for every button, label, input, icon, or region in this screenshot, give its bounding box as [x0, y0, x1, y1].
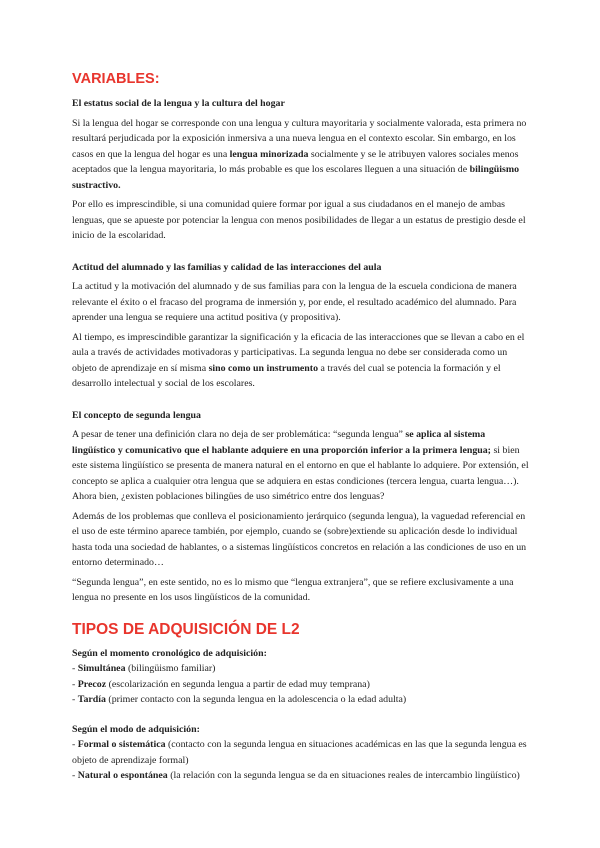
- document-page: [72, 70, 530, 784]
- list-item: - Formal o sistemática (contacto con la segunda lengua en situaciones académicas en las que la segunda lengua es objeto de aprendizaje formal): [72, 739, 527, 766]
- paragraph-actitud-1: La actitud y la motivación del alumnado y de sus familias para con la lengua de la escuela condiciona de manera relevante el éxito o el fracaso del programa de inmersión y, por ende, el resultado académico del alumnado. Para aprender una lengua se requiere una actitud positiva (y propositiva).: [72, 281, 517, 323]
- section-title-segunda-lengua: El concepto de segunda lengua: [72, 409, 201, 421]
- list-item: - Simultánea (bilingüismo familiar): [72, 663, 216, 674]
- list-title-cronologico: Según el momento cronológico de adquisición:: [72, 647, 267, 659]
- highlight-instrumento: sino como un instrumento: [208, 362, 319, 374]
- paragraph-actitud-2: Al tiempo, es imprescindible garantizar la significación y la eficacia de las interacciones que se llevan a cabo en el aula a través de actividades motivadoras y participativas. La segunda lengua no debe ser considerada como un objeto de aprendizaje en sí misma sino como un instrumento a través del cual se potencia la formación y el desarrollo intelectual y social de los escolares.: [72, 331, 525, 389]
- list-item: - Tardía (primer contacto con la segunda lengua en la adolescencia o la edad adulta): [72, 694, 407, 705]
- list-item: - Precoz (escolarización en segunda lengua a partir de edad muy temprana): [72, 678, 370, 690]
- section-title-actitud: Actitud del alumnado y las familias y calidad de las interacciones del aula: [72, 261, 382, 273]
- highlight-bilinguismo-sustractivo: bilingüismo sustractivo.: [72, 164, 520, 191]
- tipos-heading: TIPOS DE ADQUISICIÓN DE L2: [72, 620, 300, 638]
- paragraph-estatus-2: Por ello es imprescindible, si una comunidad quiere formar por igual a sus ciudadanos en el manejo de ambas lenguas, que se apueste por potenciar la lengua con menos posibilidades de llegar a un estatus de prestigio desde el inicio de la escolaridad.: [72, 199, 526, 241]
- paragraph-estatus-1: Si la lengua del hogar se corresponde con una lengua y cultura mayoritaria y socialmente valorada, esta primera no resultará perjudicada por la exposición inmersiva a una nueva lengua en el contexto escolar. Sin embargo, en los casos en que la lengua del hogar es una lengua minorizada socialmente y se le atribuyen valores sociales menos aceptados que la lengua mayoritaria, lo más probable es que los escolares lleguen a una situación de bilingüismo sustractivo.: [72, 117, 527, 191]
- highlight-lengua-minorizada: lengua minorizada: [229, 148, 309, 160]
- list-item: - Natural o espontánea (la relación con la segunda lengua se da en situaciones reales de intercambio lingüístico): [72, 770, 520, 781]
- section-title-estatus: El estatus social de la lengua y la cultura del hogar: [72, 98, 285, 109]
- paragraph-segunda-lengua-1: A pesar de tener una definición clara no deja de ser problemática: “segunda lengua” se aplica al sistema lingüístico y comunicativo que el hablante adquiere en una proporción inferior a la primera lengua; si bien este sistema lingüístico se presenta de manera natural en el entorno en que el hablante lo adquiere. Por extensión, el concepto se aplica a cualquier otra lengua que se adquiera en estas condiciones (tercera lengua, cuarta lengua…). Ahora bien, ¿existen poblaciones bilingües de uso simétrico entre dos lenguas?: [72, 429, 529, 502]
- list-title-modo: Según el modo de adquisición:: [72, 723, 200, 735]
- highlight-definicion: se aplica al sistema lingüístico y comunicativo que el hablante adquiere en una proporción inferior a la primera lengua;: [72, 429, 491, 456]
- paragraph-segunda-lengua-3: “Segunda lengua”, en este sentido, no es lo mismo que “lengua extranjera”, que se refiere exclusivamente a una lengua no presente en los usos lingüísticos de la comunidad.: [72, 576, 514, 603]
- variables-heading: VARIABLES:: [72, 71, 160, 87]
- paragraph-segunda-lengua-2: Además de los problemas que conlleva el posicionamiento jerárquico (segunda lengua), la vaguedad referencial en el uso de este término aparece también, por ejemplo, cuando se (sobre)extiende su aplicación desde lo individual hasta toda una sociedad de hablantes, o a sistemas lingüísticos concretos en relación a las condiciones de uso en un entorno determinado…: [72, 510, 527, 568]
